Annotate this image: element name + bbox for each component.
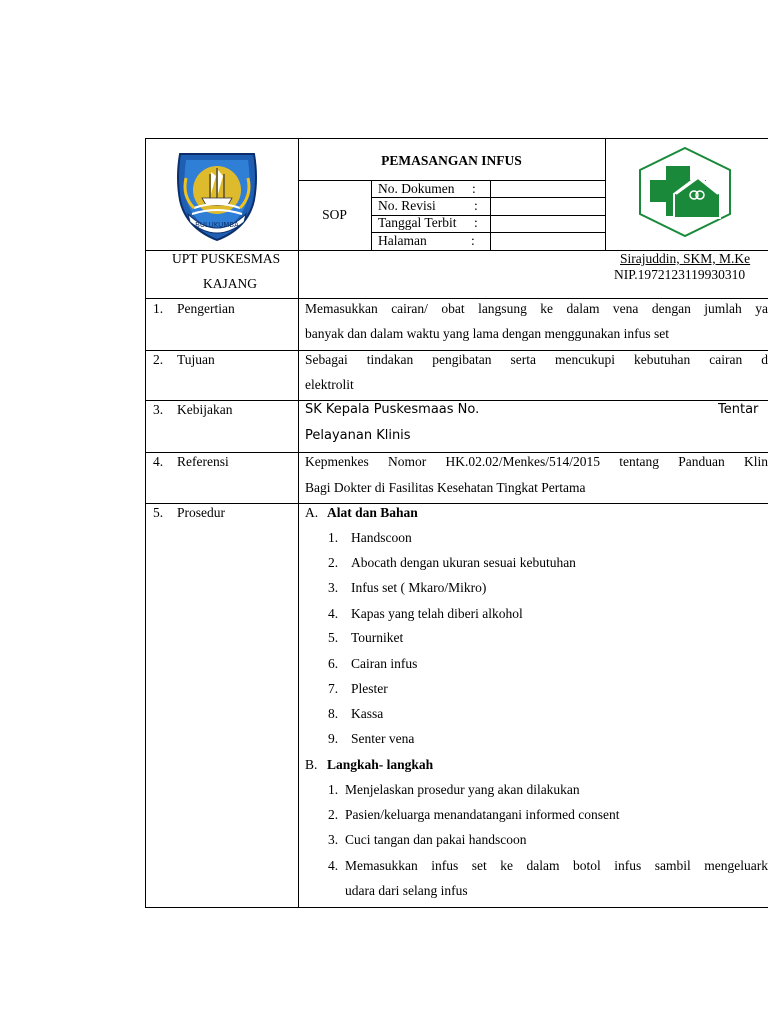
list-item: Pasien/keluarga menandatangani informed consent [345,807,620,822]
meta-label-no-dokumen: No. Dokumen [378,181,455,196]
list-item: Kapas yang telah diberi alkohol [351,606,523,621]
list-item: Memasukkan infus set ke dalam botol infus sambil mengeluark [345,858,768,873]
row-label-pengertian: Pengertian [177,301,235,316]
row-number-pengertian: 1. [153,301,164,316]
list-item: Cuci tangan dan pakai handscoon [345,832,527,847]
org-name-line2: KAJANG [203,276,257,291]
list-item: Handscoon [351,530,412,545]
row-divider-1 [145,298,768,299]
list-item: Infus set ( Mkaro/Mikro) [351,580,487,595]
list-item-number: 3. [328,832,339,847]
meta-label-tanggal-terbit: Tanggal Terbit [378,215,457,230]
row-number-prosedur: 5. [153,505,164,520]
meta-label-no-revisi: No. Revisi [378,198,436,213]
list-item: Menjelaskan prosedur yang akan dilakukan [345,782,580,797]
section-b-letter: B. [305,757,318,772]
signer-nip: NIP.1972123119930310 [614,267,746,282]
list-item: Kassa [351,706,384,721]
row-label-kebijakan: Kebijakan [177,402,233,417]
referensi-text-line1: Kepmenkes Nomor HK.02.02/Menkes/514/2015 tentang Panduan Klin [305,454,768,469]
list-item-number: 9. [328,731,339,746]
pengertian-text-line2: banyak dan dalam waktu yang lama dengan menggunakan infus set [305,326,670,341]
table-border-top [145,138,768,139]
list-item: Cairan infus [351,656,418,671]
puskesmas-cross-logo [636,146,734,238]
list-item-number: 2. [328,807,339,822]
row-number-referensi: 4. [153,454,164,469]
list-item-number: 2. [328,555,339,570]
kebijakan-text-line1-left: SK Kepala Puskesmaas No. [305,402,480,417]
list-item-number: 6. [328,656,339,671]
pengertian-text-line1: Memasukkan cairan/ obat langsung ke dalam vena dengan jumlah ya [305,301,768,316]
tujuan-text-line1: Sebagai tindakan pengibatan serta mencukupi kebutuhan cairan d [305,352,768,367]
list-item: Abocath dengan ukuran sesuai kebutuhan [351,555,576,570]
section-a-title: Alat dan Bahan [327,505,418,520]
list-item-continuation: udara dari selang infus [345,883,468,898]
section-b-title: Langkah- langkah [327,757,434,772]
org-name-line1: UPT PUSKESMAS [172,251,281,266]
row-number-kebijakan: 3. [153,402,164,417]
meta-sep-no-revisi: : [474,198,478,213]
shield-logo-text: BULUKUMBA [195,221,239,229]
section-a-letter: A. [305,505,319,520]
meta-sep-tanggal-terbit: : [474,215,478,230]
row-label-prosedur: Prosedur [177,505,225,520]
list-item-number: 4. [328,858,339,873]
row-number-tujuan: 2. [153,352,164,367]
meta-sep-no-dokumen: : [472,181,476,196]
list-item-number: 5. [328,630,339,645]
list-item-number: 1. [328,530,339,545]
kebijakan-text-line1-right: Tentar [718,402,759,417]
table-border-bottom [145,907,768,908]
tujuan-text-line2: elektrolit [305,377,354,392]
list-item-number: 3. [328,580,339,595]
list-item: Tourniket [351,630,404,645]
row-divider-5 [145,503,768,504]
table-border-left [145,138,146,908]
list-item: Senter vena [351,731,415,746]
row-label-referensi: Referensi [177,454,229,469]
list-item-number: 7. [328,681,339,696]
list-item-number: 4. [328,606,339,621]
list-item: Plester [351,681,388,696]
referensi-text-line2: Bagi Dokter di Fasilitas Kesehatan Tingkat Pertama [305,480,586,495]
meta-label-halaman: Halaman [378,233,427,248]
signer-name: Sirajuddin, SKM, M.Ke [620,251,751,266]
logo-column-divider [605,138,606,250]
bulukumba-shield-logo [172,148,262,244]
kebijakan-text-line2: Pelayanan Klinis [305,428,411,443]
label-column-divider [298,138,299,908]
list-item-number: 8. [328,706,339,721]
sop-label: SOP [322,207,347,222]
meta-sep-halaman: : [471,233,475,248]
row-label-tujuan: Tujuan [177,352,215,367]
document-title: PEMASANGAN INFUS [381,153,522,168]
list-item-number: 1. [328,782,339,797]
